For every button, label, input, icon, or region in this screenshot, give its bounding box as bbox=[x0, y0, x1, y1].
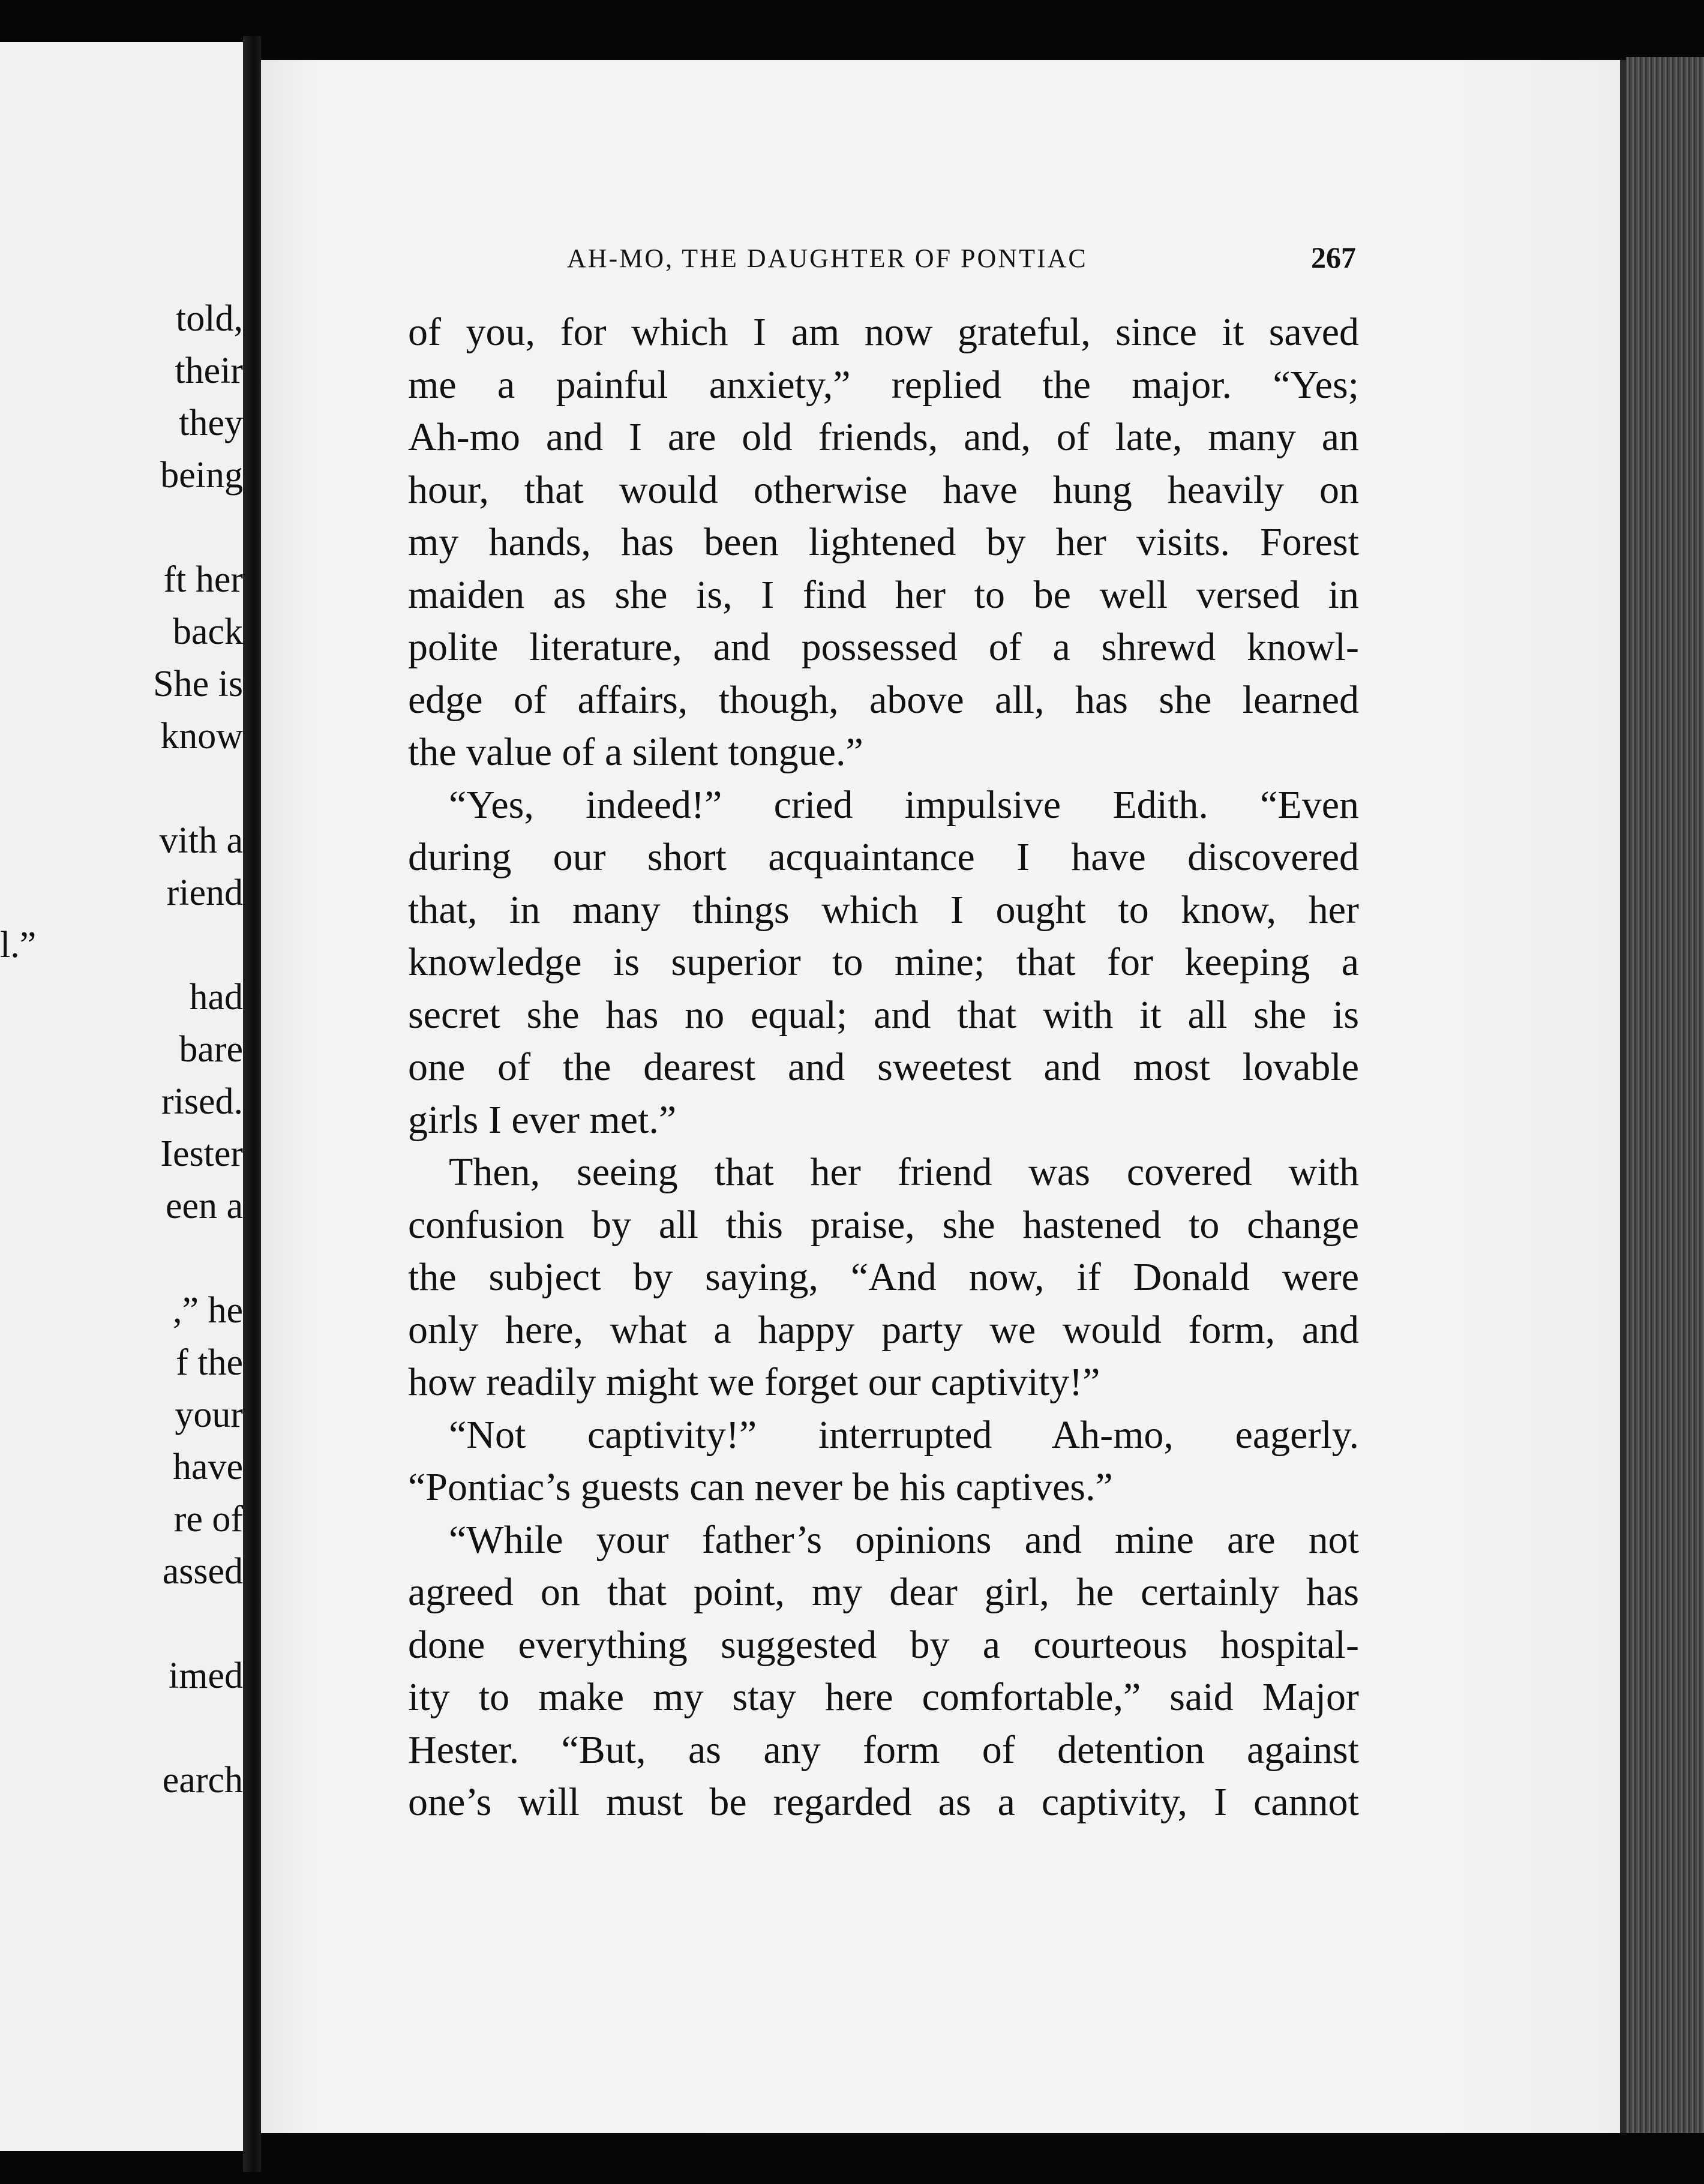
text-line: the subject by saying, “And now, if Donald were bbox=[408, 1255, 1359, 1299]
left-page-line: they bbox=[179, 403, 243, 443]
text-line: edge of affairs, though, above all, has she learned bbox=[408, 677, 1359, 722]
left-page-line: ft her bbox=[163, 559, 243, 600]
left-page-line: being bbox=[160, 455, 243, 496]
left-page-line: Iester bbox=[160, 1133, 243, 1174]
text-line: maiden as she is, I find her to be well versed in bbox=[408, 572, 1359, 617]
page-number: 267 bbox=[1311, 241, 1356, 274]
left-page-line: their bbox=[175, 350, 243, 391]
left-page-line: f the bbox=[176, 1342, 243, 1383]
left-page-fragment bbox=[0, 42, 243, 2151]
running-head: AH-MO, THE DAUGHTER OF PONTIAC bbox=[567, 244, 1088, 273]
text-line: of you, for which I am now grateful, since it saved bbox=[408, 310, 1359, 354]
left-page-line: know bbox=[160, 716, 243, 757]
text-line: “Pontiac’s guests can never be his captives.” bbox=[408, 1465, 1113, 1509]
left-page-line: had bbox=[189, 977, 243, 1018]
left-page-line: have bbox=[172, 1447, 243, 1487]
left-page-line: l.” bbox=[0, 925, 37, 965]
text-line: that, in many things which I ought to know, her bbox=[408, 887, 1359, 932]
text-line: polite literature, and possessed of a shrewd knowl- bbox=[408, 625, 1359, 669]
text-line: done everything suggested by a courteous hospital- bbox=[408, 1622, 1359, 1667]
text-line: knowledge is superior to mine; that for keeping a bbox=[408, 940, 1359, 984]
left-page-line: your bbox=[175, 1394, 243, 1435]
text-line: one of the dearest and sweetest and most lovable bbox=[408, 1045, 1359, 1089]
text-line: my hands, has been lightened by her visits. Forest bbox=[408, 520, 1359, 564]
left-page-line: back bbox=[172, 611, 243, 652]
text-line: me a painful anxiety,” replied the major. “Yes; bbox=[408, 362, 1359, 407]
left-page-line: assed bbox=[162, 1551, 243, 1592]
text-line: agreed on that point, my dear girl, he certainly has bbox=[408, 1570, 1359, 1614]
text-line: how readily might we forget our captivity!” bbox=[408, 1360, 1100, 1404]
text-line: during our short acquaintance I have discovered bbox=[408, 835, 1359, 879]
left-page-line: bare bbox=[179, 1029, 243, 1070]
text-line: “Yes, indeed!” cried impulsive Edith. “Even bbox=[449, 782, 1359, 827]
left-page-line: ,” he bbox=[172, 1290, 243, 1331]
text-line: hour, that would otherwise have hung heavily on bbox=[408, 467, 1359, 512]
left-page-line: re of bbox=[173, 1499, 243, 1540]
text-line: ity to make my stay here comfortable,” said Major bbox=[408, 1675, 1359, 1719]
text-line: secret she has no equal; and that with it all she is bbox=[408, 992, 1359, 1037]
text-line: only here, what a happy party we would form, and bbox=[408, 1307, 1359, 1352]
left-page-line: earch bbox=[162, 1760, 243, 1801]
left-page-line: rised. bbox=[161, 1081, 243, 1122]
body-text bbox=[408, 306, 1359, 1829]
text-line: Hester. “But, as any form of detention against bbox=[408, 1727, 1359, 1772]
text-line: Ah-mo and I are old friends, and, of late, many an bbox=[408, 415, 1359, 459]
left-page-line: She is bbox=[153, 664, 243, 704]
left-page-line: een a bbox=[165, 1186, 243, 1226]
left-page-line: told, bbox=[176, 298, 243, 339]
text-line: girls I ever met.” bbox=[408, 1097, 677, 1142]
left-page-line: vith a bbox=[159, 820, 243, 861]
text-line: one’s will must be regarded as a captivity, I cannot bbox=[408, 1780, 1359, 1824]
text-line: “While your father’s opinions and mine are not bbox=[449, 1517, 1359, 1562]
text-line: “Not captivity!” interrupted Ah-mo, eagerly. bbox=[449, 1412, 1359, 1457]
text-line: the value of a silent tongue.” bbox=[408, 730, 863, 774]
page-edges bbox=[1626, 57, 1704, 2133]
text-line: Then, seeing that her friend was covered with bbox=[449, 1150, 1359, 1194]
book-gutter bbox=[243, 36, 261, 2172]
left-page-line: imed bbox=[169, 1655, 243, 1696]
text-line: confusion by all this praise, she hastened to change bbox=[408, 1202, 1359, 1247]
left-page-line: riend bbox=[166, 872, 243, 913]
